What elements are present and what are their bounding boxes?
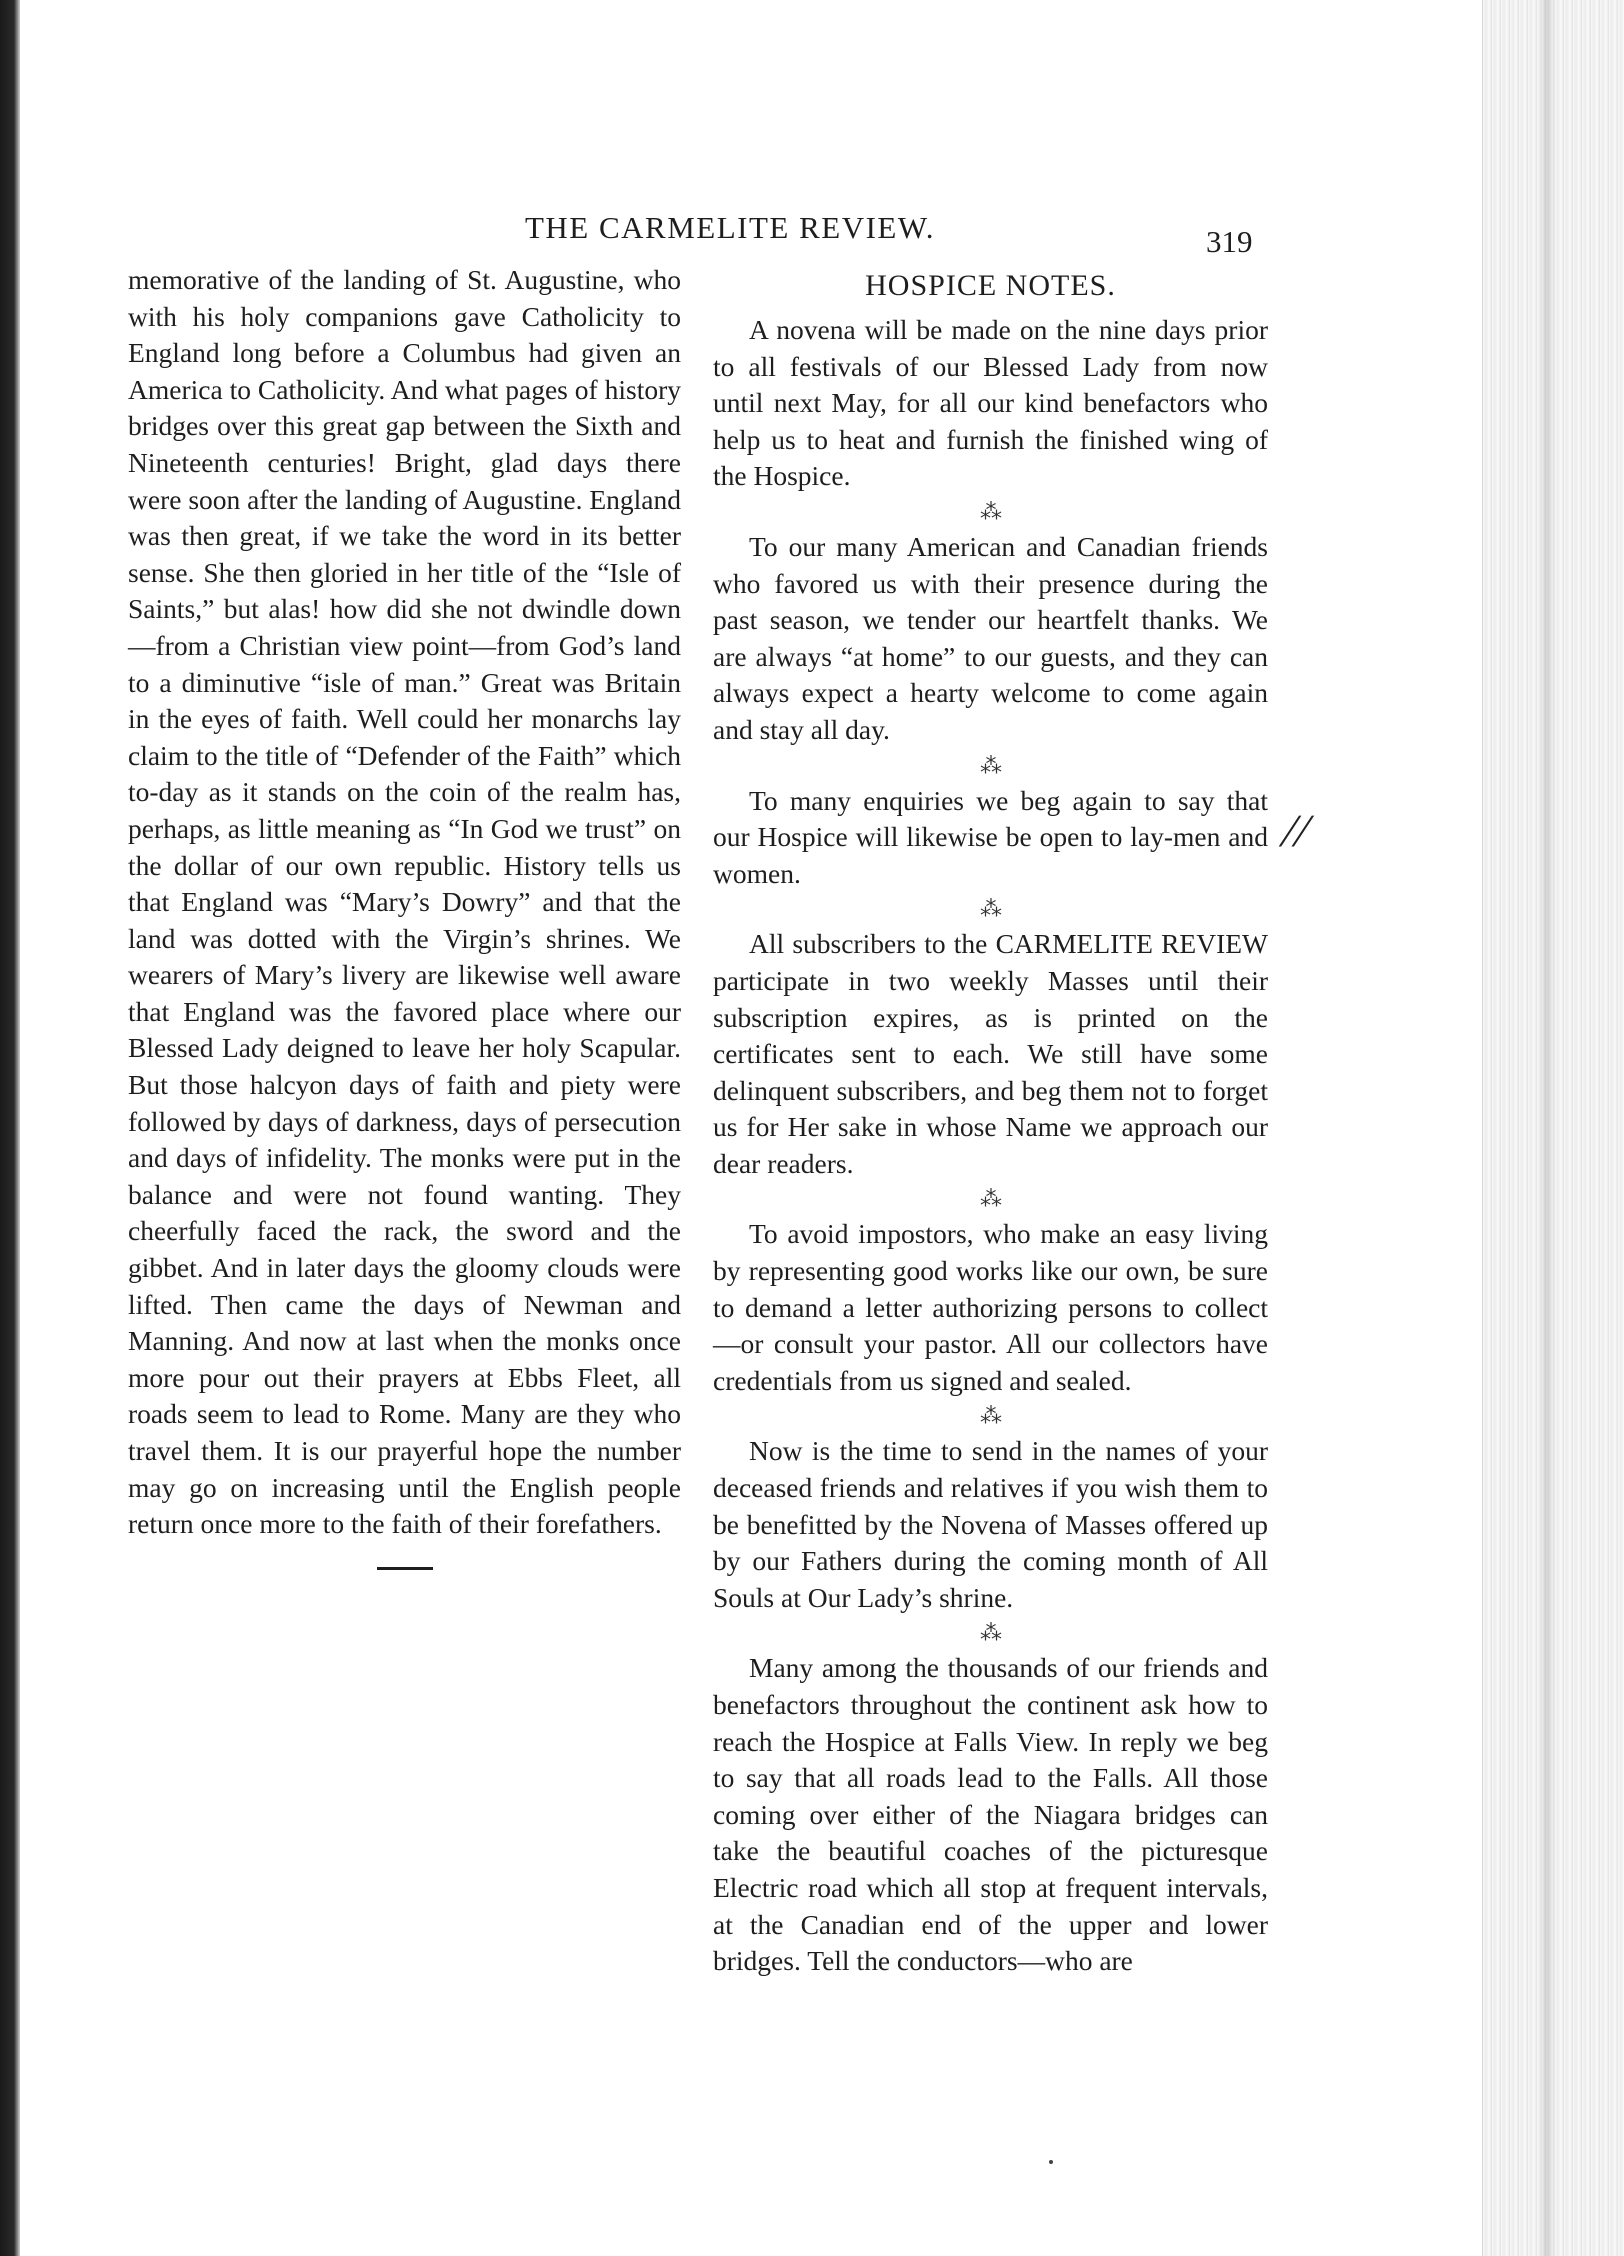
asterism-2: ⁂: [980, 752, 1001, 778]
hospice-note-6: Now is the time to send in the names of your deceased friends and relatives if you wish them to be benefitted by the Novena of Masses offered up by our Fathers during the coming month of All Souls at Our Lady’s shrine.: [713, 1435, 1268, 1613]
ink-speck: [1049, 2160, 1053, 2164]
margin-mark: //: [1279, 805, 1313, 856]
hospice-note-2: To our many American and Canadian friends who favored us with their presence during the past season, we tender our heartfelt thanks. We are always “at home” to our guests, and they can always expect a hearty welcome to come again and stay all day.: [713, 530, 1268, 745]
hospice-note-7: Many among the thousands of our friends and benefactors throughout the continent ask how to reach the Hospice at Falls View. In reply we beg to say that all roads lead to the Falls. All those coming over either of the Niagara bridges can take the beautiful coaches of the picturesque Electric road which all stop at frequent intervals, at the Canadian end of the upper and lower bridges. Tell the conductors—who are: [713, 1652, 1268, 1977]
hospice-note-3: To many enquiries we beg again to say that our Hospice will likewise be open to lay-men and women.: [713, 784, 1268, 889]
hospice-note-1: A novena will be made on the nine days prior to all festivals of our Blessed Lady from now until next May, for all our kind benefactors who help us to heat and furnish the finished wing of the Hospice.: [713, 314, 1268, 492]
hospice-note-5: To avoid impostors, who make an easy living by representing good works like our own, be sure to demand a letter authorizing persons to collect—or consult your pastor. All our collectors have credentials from us signed and sealed.: [713, 1218, 1268, 1396]
hospice-note-4: All subscribers to the CARMELITE REVIEW participate in two weekly Masses until their subscription expires, as is printed on the certificates sent to each. We still have some delinquent subscribers, and beg them not to forget us for Her sake in whose Name we approach our dear readers.: [713, 928, 1268, 1179]
right-column: [713, 262, 1268, 1980]
asterism-3: ⁂: [980, 896, 1001, 922]
asterism-5: ⁂: [980, 1403, 1001, 1429]
left-column: [128, 262, 681, 1570]
asterism-4: ⁂: [980, 1186, 1001, 1212]
page-stack-shadow: [1540, 0, 1554, 2256]
running-head: THE CARMELITE REVIEW.: [524, 210, 936, 245]
asterism-1: ⁂: [980, 498, 1001, 524]
book-spine-edge: [0, 0, 20, 2256]
page-number: 319: [1206, 224, 1253, 259]
asterism-6: ⁂: [980, 1620, 1001, 1646]
left-column-text: memorative of the landing of St. Augustine, who with his holy companions gave Catholicity to England long before a Columbus had given an America to Catholicity. And what pages of history bridges over this great gap between the Sixth and Nineteenth centuries! Bright, glad days there were soon after the landing of Augustine. England was then great, if we take the word in its better sense. She then gloried in her title of the “Isle of Saints,” but alas! how did she not dwindle down—from a Christian view point—from God’s land to a diminutive “isle of man.” Great was Britain in the eyes of faith. Well could her monarchs lay claim to the title of “Defender of the Faith” which to-day as it stands on the coin of the realm has, perhaps, as little meaning as “In God we trust” on the dollar of our own republic. History tells us that England was “Mary’s Dowry” and that the land was dotted with the Virgin’s shrines. We wearers of Mary’s livery are likewise well aware that England was the favored place where our Blessed Lady deigned to leave her holy Scapular. But those halcyon days of faith and piety were followed by days of darkness, days of persecution and days of infidelity. The monks were put in the balance and were not found wanting. They cheerfully faced the rack, the sword and the gibbet. And in later days the gloomy clouds were lifted. Then came the days of Newman and Manning. And now at last when the monks once more pour out their prayers at Ebbs Fleet, all roads seem to lead to Rome. Many are they who travel them. It is our prayerful hope the number may go on increasing until the English people return once more to the faith of their forefathers.: [128, 264, 681, 1540]
end-rule: [377, 1567, 433, 1570]
section-heading: HOSPICE NOTES.: [865, 269, 1116, 302]
